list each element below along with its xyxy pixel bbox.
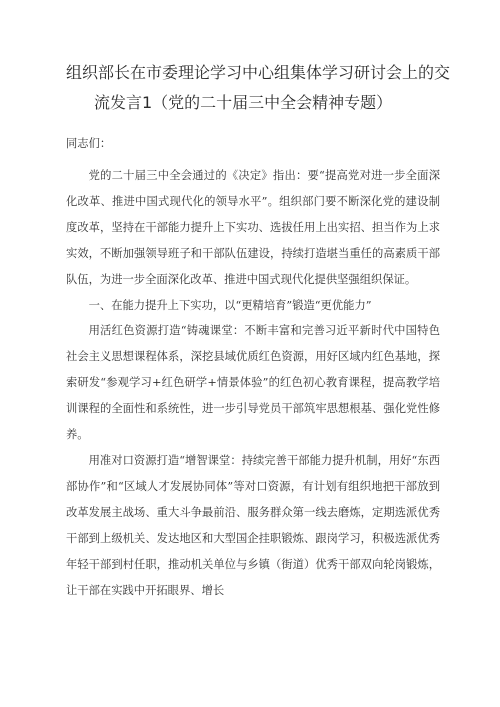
section-paragraph-2: 用准对口资源打造“增智课堂：持续完善干部能力提升机制，用好“东西部协作”和“区域人才发展协同体”等对口资源，有计划有组织地把干部放到改革发展主战场、重大斗争最前沿、服务群众第一线去磨炼，定期选派优秀干部到上级机关、发达地区和大型国企挂职锻炼、跟岗学习，积极选派优秀年轻干部到村任职，推动机关单位与乡镇（街道）优秀干部双向轮岗锻炼，让干部在实践中开拓眼界、增长 (66, 453, 440, 597)
title-line-1: 组织部长在市委理论学习中心组集体学习研讨会上的交 (66, 63, 451, 82)
document-body (66, 131, 440, 603)
intro-paragraph: 党的二十届三中全会通过的《决定》指出：要“提高党对进一步全面深化改革、推进中国式现代化的领导水平”。组织部门要不断深化党的建设制度改革，坚持在干部能力提升上下实功、选拔任用上出实招、担当作为上求实效，不断加强领导班子和干部队伍建设，持续打造堪当重任的高素质干部队伍，为进一步全面深化改革、推进中国式现代化提供坚强组织保证。 (66, 169, 440, 286)
salutation: 同志们： (66, 137, 112, 150)
section-heading: 一、在能力提升上下实功，以“更精培育”锻造“更优能力” (88, 298, 372, 312)
document-title (66, 58, 451, 118)
section-paragraph-1: 用活红色资源打造“铸魂课堂：不断丰富和完善习近平新时代中国特色社会主义思想课程体系，深挖县域优质红色资源，用好区域内红色基地，探索研发“参观学习+红色研学+情景体验”的红色初心教育课程，提高教学培训课程的全面性和系统性，进一步引导党员干部筑牢思想根基、强化党性修养。 (66, 324, 440, 442)
title-line-2: 流发言1（党的二十届三中全会精神专题） (94, 93, 393, 112)
